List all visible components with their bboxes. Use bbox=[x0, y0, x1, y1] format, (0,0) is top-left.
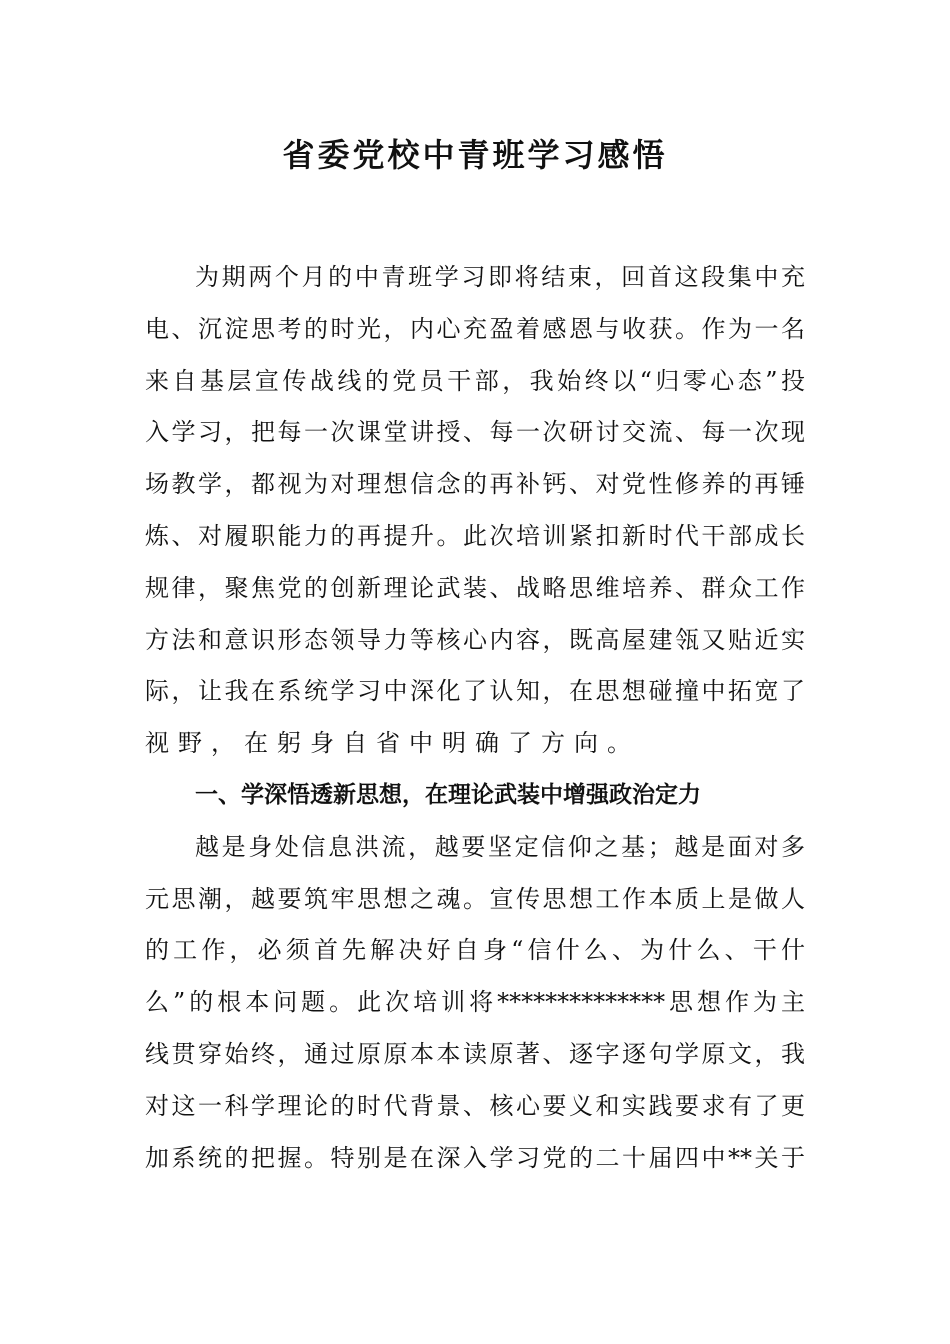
text-line: 规律，聚焦党的创新理论武装、战略思维培养、群众工作 bbox=[145, 573, 805, 602]
document-title: 省委党校中青班学习感悟 bbox=[282, 136, 668, 174]
text-line: 方法和意识形态领导力等核心内容，既高屋建瓴又贴近实 bbox=[145, 625, 805, 654]
text-line: 视野，在躬身自省中明确了方向。 bbox=[145, 729, 640, 758]
text-line: 么”的根本问题。此次培训将**************思想作为主 bbox=[145, 988, 805, 1017]
text-line: 炼、对履职能力的再提升。此次培训紧扣新时代干部成长 bbox=[145, 521, 805, 550]
document-body bbox=[145, 252, 805, 1184]
text-line: 际，让我在系统学习中深化了认知，在思想碰撞中拓宽了 bbox=[145, 677, 805, 706]
text-line: 场教学，都视为对理想信念的再补钙、对党性修养的再锤 bbox=[145, 470, 805, 499]
text-line: 入学习，把每一次课堂讲授、每一次研讨交流、每一次现 bbox=[145, 418, 805, 447]
text-line: 为期两个月的中青班学习即将结束，回首这段集中充 bbox=[195, 263, 805, 291]
text-line: 越是身处信息洪流，越要坚定信仰之基；越是面对多 bbox=[195, 832, 805, 861]
text-line: 电、沉淀思考的时光，内心充盈着感恩与收获。作为一名 bbox=[145, 314, 805, 343]
text-line: 来自基层宣传战线的党员干部，我始终以“归零心态”投 bbox=[145, 366, 805, 395]
section-heading-1: 一、学深悟透新思想，在理论武装中增强政治定力 bbox=[195, 781, 701, 808]
text-line: 对这一科学理论的时代背景、核心要义和实践要求有了更 bbox=[145, 1091, 805, 1120]
paragraph-2 bbox=[145, 822, 805, 1185]
text-line: 线贯穿始终，通过原原本本读原著、逐字逐句学原文，我 bbox=[145, 1039, 805, 1068]
paragraph-1 bbox=[145, 252, 805, 770]
text-line: 元思潮，越要筑牢思想之魂。宣传思想工作本质上是做人 bbox=[145, 884, 805, 913]
text-line: 的工作，必须首先解决好自身“信什么、为什么、干什 bbox=[145, 936, 805, 965]
text-line: 加系统的把握。特别是在深入学习党的二十届四中**关于 bbox=[145, 1143, 805, 1172]
